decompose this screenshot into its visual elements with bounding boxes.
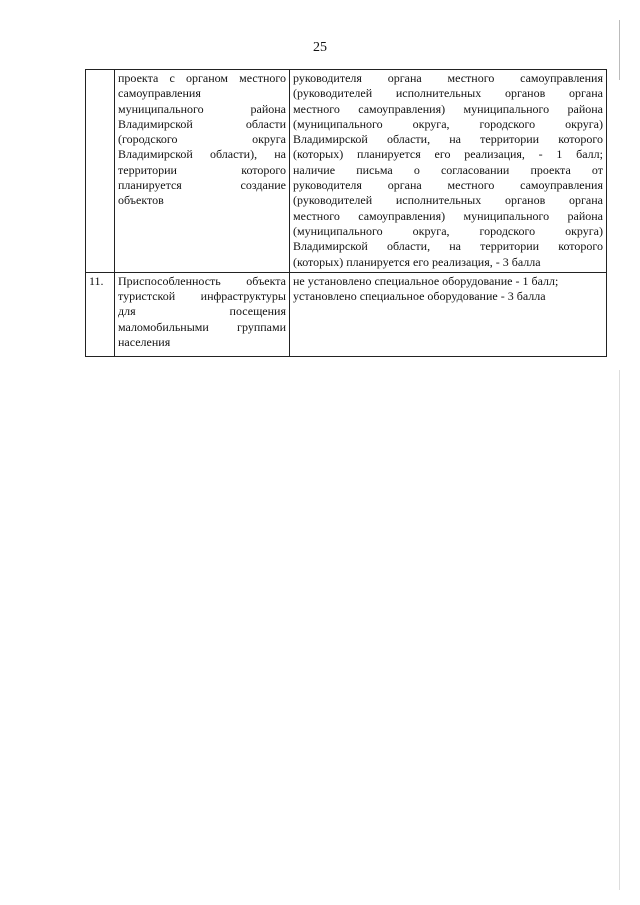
score-line: наличие письма о согласовании проекта от: [293, 162, 603, 177]
criterion-line: муниципального района: [118, 101, 286, 116]
score-line: (которых) планируется его реализация, - 3 балла: [293, 254, 541, 269]
score-line: установлено специальное оборудование - 3 балла: [293, 289, 546, 304]
score-cell: [290, 272, 607, 356]
score-line: Владимирской области, на территории которого: [293, 239, 603, 254]
score-line: (руководителей исполнительных органов органа: [293, 193, 603, 208]
criterion-line: территории которого: [118, 162, 286, 177]
table-row: [86, 272, 607, 356]
criterion-line: объектов: [118, 193, 164, 208]
score-line: Владимирской области, на территории которого: [293, 132, 603, 147]
criterion-cell: [115, 70, 290, 273]
criterion-line: (городского округа: [118, 132, 286, 147]
score-line: местного самоуправления) муниципального района: [293, 101, 603, 116]
criterion-line: Владимирской области: [118, 116, 286, 131]
criterion-line: планируется создание: [118, 178, 286, 193]
row-number-cell: [86, 70, 115, 273]
score-line: руководителя органа местного самоуправления: [293, 71, 603, 85]
score-line: (которых) планируется его реализация, - 1 балл;: [293, 147, 603, 162]
row-number-cell: 11.: [86, 272, 115, 356]
score-line: местного самоуправления) муниципального района: [293, 208, 603, 223]
criterion-line: маломобильными группами: [118, 319, 286, 334]
criterion-line: Приспособленность объекта: [118, 273, 286, 288]
criteria-table: [85, 69, 607, 357]
score-line: (муниципального округа, городского округа): [293, 116, 603, 131]
score-line: не установлено специальное оборудование - 1 балл;: [293, 273, 559, 288]
criterion-cell: [115, 272, 290, 356]
criterion-line: самоуправления: [118, 86, 201, 101]
criterion-line: туристской инфраструктуры: [118, 289, 286, 304]
score-line: (руководителей исполнительных органов органа: [293, 86, 603, 101]
table-row: [86, 70, 607, 273]
scan-edge-mark: [619, 370, 620, 890]
page-number: 25: [313, 40, 327, 55]
criterion-line: для посещения: [118, 304, 286, 319]
scan-edge-mark: [619, 20, 620, 80]
criterion-line: проекта с органом местного: [118, 71, 286, 85]
score-cell: [290, 70, 607, 273]
score-line: (муниципального округа, городского округа): [293, 223, 603, 238]
criterion-line: Владимирской области), на: [118, 147, 286, 162]
criterion-line: населения: [118, 335, 171, 350]
score-line: руководителя органа местного самоуправления: [293, 178, 603, 193]
